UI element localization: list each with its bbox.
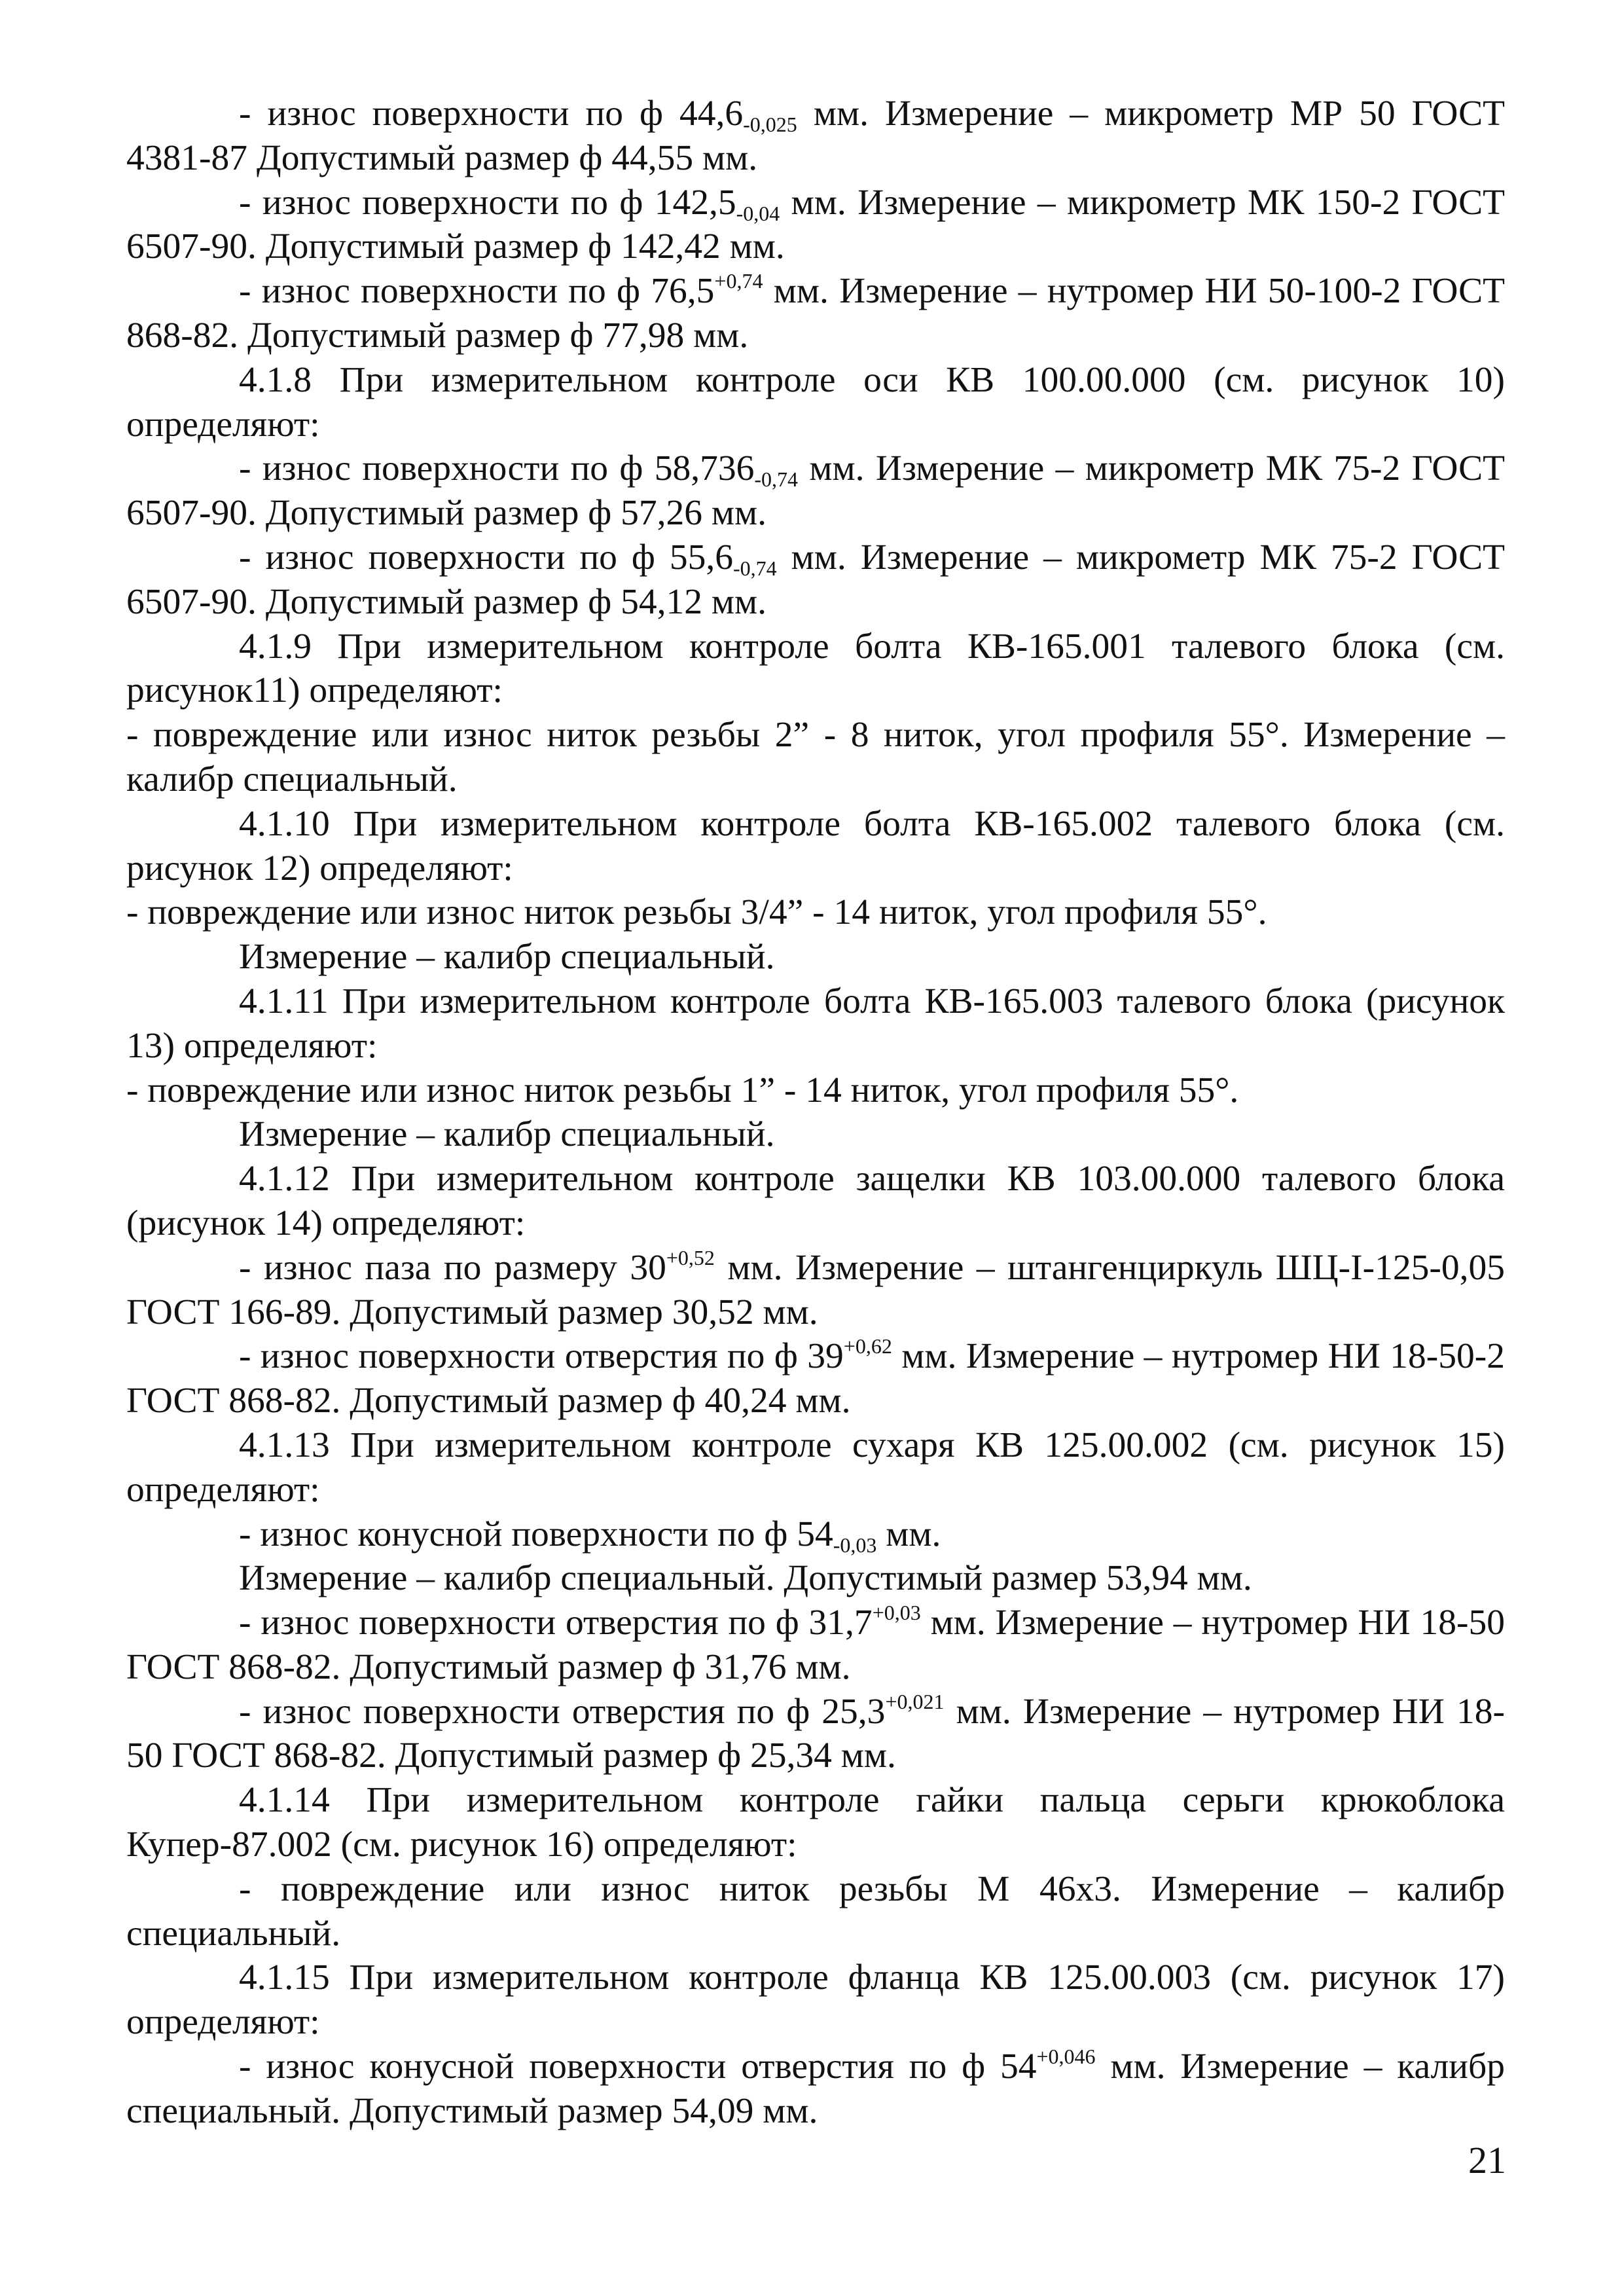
paragraph-wear-groove-30: - износ паза по размеру $30^{+0,52}$ мм. Измерение – штангенциркуль ШЦ-I-125-0,05 ГОСТ 166-89. Допустимый размер 30,52 мм. [126, 1245, 1505, 1332]
paragraph-wear-hole-39: - износ поверхности отверстия по ф $39^{+0,62}$ мм. Измерение – нутромер НИ 18-50-2 ГОСТ 868-82. Допустимый размер ф 40,24 мм. [126, 1334, 1506, 1421]
section-4-1-12: 4.1.12 При измерительном контроле защелки КВ 103.00.000 талевого блока (рисунок 14) определяют: [126, 1159, 1505, 1243]
section-4-1-8: 4.1.8 При измерительном контроле оси КВ 100.00.000 (см. рисунок 10) определяют: [126, 359, 1505, 445]
paragraph-thread-2-inch: - повреждение или износ ниток резьбы 2” - 8 ниток, угол профиля 55°. Измерение – калибр специальный. [126, 715, 1505, 799]
paragraph-thread-3-4-inch: - повреждение или износ ниток резьбы 3/4” - 14 ниток, угол профиля 55°. [126, 892, 1267, 933]
paragraph-measurement-caliber-2: Измерение – калибр специальный. [239, 1114, 775, 1155]
paragraph-wear-cone-54: - износ конусной поверхности по ф $54_{-0,03}$ мм. [239, 1514, 941, 1557]
paragraph-thread-1-inch: - повреждение или износ ниток резьбы 1” - 14 ниток, угол профиля 55°. [126, 1070, 1239, 1110]
paragraph-wear-44-6: - износ поверхности по ф $44,6_{-0,025}$ мм. Измерение – микрометр МР 50 ГОСТ 4381-87 Допустимый размер ф 44,55 мм. [126, 94, 1506, 178]
paragraph-wear-76-5: - износ поверхности по ф $76,5^{+0,74}$ мм. Измерение – нутромер НИ 50-100-2 ГОСТ 868-82. Допустимый размер ф 77,98 мм. [126, 269, 1505, 355]
document-body [126, 92, 1505, 2134]
paragraph-measurement-caliber-3: Измерение – калибр специальный. Допустимый размер 53,94 мм. [239, 1558, 1252, 1599]
paragraph-wear-hole-25-3: - износ поверхности отверстия по ф $25,3^{+0,021}$ мм. Измерение – нутромер НИ 18-50 ГОСТ 868-82. Допустимый размер ф 25,34 мм. [126, 1689, 1505, 1776]
paragraph-wear-142-5: - износ поверхности по ф $142,5_{-0,04}$ мм. Измерение – микрометр МК 150-2 ГОСТ 6507-90. Допустимый размер ф 142,42 мм. [126, 182, 1506, 267]
section-4-1-15: 4.1.15 При измерительном контроле фланца КВ 125.00.003 (см. рисунок 17) определяют: [126, 1958, 1505, 2043]
paragraph-wear-55-6: - износ поверхности по ф $55,6_{-0,74}$ мм. Измерение – микрометр МК 75-2 ГОСТ 6507-90. Допустимый размер ф 54,12 мм. [126, 537, 1506, 622]
section-4-1-10: 4.1.10 При измерительном контроле болта КВ-165.002 талевого блока (см. рисунок 12) определяют: [126, 803, 1505, 888]
paragraph-thread-m46: - повреждение или износ ниток резьбы М 46х3. Измерение – калибр специальный. [126, 1868, 1505, 1954]
section-4-1-14: 4.1.14 При измерительном контроле гайки пальца серьги крюкоблока Купер-87.002 (см. рисунок 16) определяют: [126, 1780, 1505, 1865]
section-4-1-9: 4.1.9 При измерительном контроле болта КВ-165.001 талевого блока (см. рисунок11) определяют: [126, 626, 1505, 711]
paragraph-measurement-caliber-1: Измерение – калибр специальный. [239, 937, 775, 977]
section-4-1-11: 4.1.11 При измерительном контроле болта КВ-165.003 талевого блока (рисунок 13) определяют: [126, 981, 1505, 1066]
paragraph-wear-58-736: - износ поверхности по ф $58,736_{-0,74}$ мм. Измерение – микрометр МК 75-2 ГОСТ 6507-90. Допустимый размер ф 57,26 мм. [126, 448, 1506, 534]
section-4-1-13: 4.1.13 При измерительном контроле сухаря КВ 125.00.002 (см. рисунок 15) определяют: [126, 1425, 1505, 1510]
paragraph-wear-cone-hole-54: - износ конусной поверхности отверстия по ф $54^{+0,046}$ мм. Измерение – калибр специальный. Допустимый размер 54,09 мм. [126, 2045, 1505, 2131]
page-number: 21 [1468, 2139, 1506, 2181]
paragraph-wear-hole-31-7: - износ поверхности отверстия по ф $31,7^{+0,03}$ мм. Измерение – нутромер НИ 18-50 ГОСТ 868-82. Допустимый размер ф 31,76 мм. [126, 1601, 1505, 1687]
